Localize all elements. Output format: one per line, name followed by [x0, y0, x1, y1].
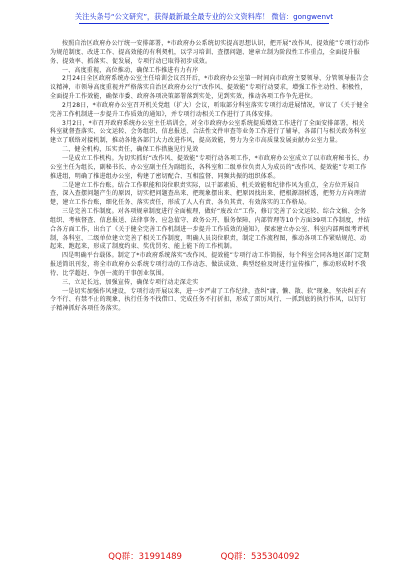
page-footer: [0, 550, 408, 562]
paragraph: 按照自治区政府办公厅统一安排部署，*市政府办公系统切实提高思想认识，把开展“改作风、提效能”专项行动作为规范制度、改进工作、提高效能的有利契机，以学习培训、查摆问题、建章立制为阶段性工作重点，全面提升服务、提效率、抓落实、促发展，专项行动已取得初步成效。: [50, 40, 370, 65]
header-rule: [79, 23, 329, 24]
section-heading: 二、健全机构，压实责任，确保工作措施见行见效: [62, 146, 199, 154]
section-heading: 三、立足长远，加强宣传，确保专项行动走深走实: [62, 278, 199, 286]
footer-qq-1: QQ群：31991489: [108, 552, 182, 562]
page-header: [0, 12, 408, 24]
paragraph: 2月24日全区政府系统办公室主任培训会议召开后，*市政府办公室第一时间向市政府主要领导、分管领导报告会议精神，市领导高度重视并严格落实自治区政府办公厅“改作风、提效能”专项行动要求，增强工作主动性、积极性，全面提升工作效能，确保市委、政府各项决策部署落到实处，见到实效，推动各项工作争先进位。: [50, 75, 369, 101]
paragraph: 一是成立工作机构。为切实抓好“改作风、提效能”专项行动各项工作，*市政府办公室成立了以市政府秘书长、办公室主任为组长，副秘书长、办公室副主任为副组长，各科室和二级单位负责人为成员的“改作风、提效能”专项工作推进组，明确了推进组办公室，构建了密切配合、互相监督、同频共振的组织体系。: [50, 154, 370, 180]
document-body: [50, 40, 370, 314]
paragraph: 四是明确平台载体。制定了*市政府系统落实“改作风、提效能”专项行动工作简报，每个科室会同各地区部门定期报送简讯刊发，将全市政府办公系统专项行动的工作动态、做法成效、典型经验及时进行宣传推广，推动形成时不我待、比学超赶、争创一流的干事创业氛围。: [50, 252, 370, 277]
header-banner: 关注头条号“公文研究”，获得最新最全最专业的公文资料库！ 微信：gongwenvt: [74, 12, 334, 21]
paragraph: 3月2日，*市召开政府系统办公室主任培训会，对全市政府办公室系统提质增效工作进行了全面安排部署，相关科室就督查落实、公文运转、会务组织、信息报送、合法性文件审查等业务工作进行了辅导，各部门与相关政务科室建立了联络对接机制，推动各地各部门大力改进作风，提高效能，努力为全市高质量发展贡献办公室力量。: [50, 119, 367, 145]
paragraph: 2月28日，*市政府办公室召开机关党组（扩大）会议，听取部分科室落实专项行动进展情况，审议了《关于健全完善工作机制进一步提升工作质效的通知》，并专项行动相关工作进行了具体安排。: [50, 101, 369, 118]
paragraph: 二是建立工作台账。结合工作职能和岗位职责实际，以干部素质、机关效能和纪律作风为重点，全方位开展自查，深入查摆问题产生的原因，切实把问题查出来、把现象摆出来、把原因找出来、把根源剖析透，把努力方向理清楚，建立工作台账，细化任务、落实责任，形成了人人有责、各负其责、有效落实的工作格局。: [50, 181, 367, 207]
section-heading: 一、高度重视，高位推动，确保工作推进有力有序: [62, 66, 199, 74]
paragraph: 一是切实加强作风建设，专项行动开展以来，进一步严肃了工作纪律，查纠“庸、懒、散、软”现象，坚决纠正有令不行、有禁不止的现象，执行任务不找借口、完成任务不打折扣，形成了雷厉风行、一抓到底的执行作风，以钉钉子精神抓好各项任务落实。: [50, 287, 367, 313]
footer-qq-2: QQ群：535304092: [220, 552, 300, 562]
paragraph: 三是完善工作制度。对各项规章制度进行全面梳理，做好“废改立”工作，修订完善了公文运转、综合文稿、会务组织、考核督查、信息报送、法律事务、应急值守、政务公开、服务保障、内部管理等10个方面39项工作制度，并结合各方面工作，出台了《关于健全完善工作机制进一步提升工作质效的通知》，探索建立办公室、科室内部两级考评机制，各科室、二级单位建立完善了相关工作制度，明确人员岗位职责，制定工作流程图，推动各项工作紧贴规范、动起来、跑起来，形成了制度约束、奖优罚劣、能上能下的工作机制。: [50, 208, 370, 251]
